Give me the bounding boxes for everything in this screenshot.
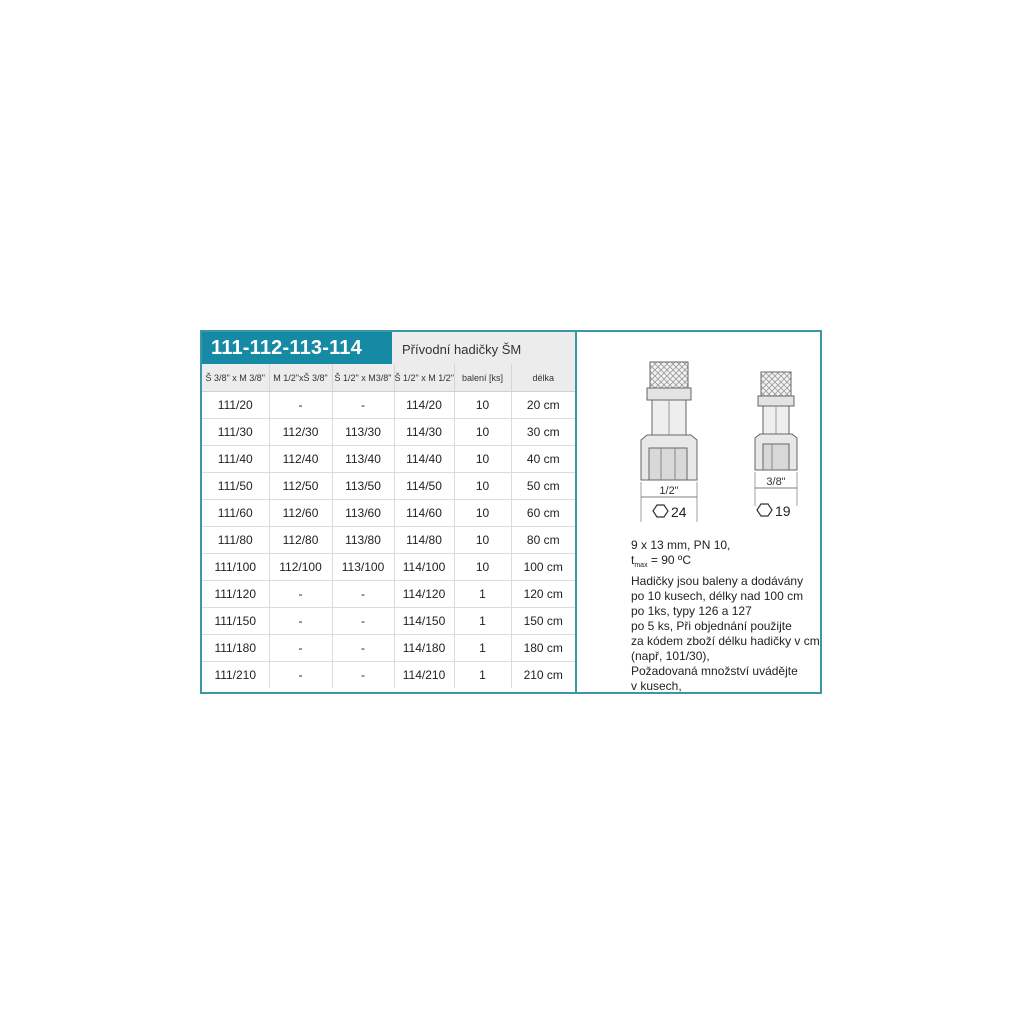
table-cell: 210 cm (523, 668, 563, 682)
table-cell: 180 cm (511, 635, 575, 662)
note-line: po 5 ks, Při objednání použijte (631, 619, 792, 633)
table-cell: 60 cm (511, 500, 575, 527)
table-cell: 1 (454, 662, 511, 689)
table-cell: 40 cm (511, 446, 575, 473)
table-cell: 112/60 (269, 500, 332, 527)
table-cell: 112/100 (269, 554, 332, 581)
note-line: po 10 kusech, délky nad 100 cm (631, 589, 804, 603)
table-row (202, 473, 575, 500)
table-cell: 10 (454, 473, 511, 500)
table-cell: 113/80 (332, 527, 394, 554)
table-cell: 114/120 (394, 581, 454, 608)
column-header: balení [ks] (454, 364, 511, 392)
table-cell: 114/180 (394, 635, 454, 662)
table-cell: 20 cm (511, 392, 575, 419)
table-cell: 111/210 (202, 662, 269, 689)
column-header: Š 1/2" x M 1/2" (394, 364, 454, 392)
table-cell: 111/180 (202, 635, 269, 662)
table-cell: 114/150 (394, 608, 454, 635)
table-cell: 112/30 (269, 419, 332, 446)
table-cell: 111/100 (202, 554, 269, 581)
large-fitting-illustration (641, 362, 697, 522)
spec-temperature: $t_{max} = 90$ ºC (631, 553, 691, 569)
table-cell: - (332, 608, 394, 635)
table-cell: 114/80 (394, 527, 454, 554)
table-cell: 50 cm (511, 473, 575, 500)
table-cell: 114/210 (394, 662, 454, 689)
table-cell: 80 cm (511, 527, 575, 554)
table-cell: 113/30 (332, 419, 394, 446)
table-cell: - (269, 608, 332, 635)
column-header: délka (511, 364, 575, 392)
small-fitting-illustration (755, 372, 797, 519)
column-header: M 1/2"xŠ 3/8" (269, 364, 332, 392)
table-row (202, 581, 575, 608)
hose-fittings-drawing (577, 352, 820, 537)
table-cell: 111/80 (202, 527, 269, 554)
table-cell: 1 (454, 581, 511, 608)
product-subtitle: Přívodní hadičky ŠM (392, 332, 575, 364)
product-table-panel (202, 332, 577, 692)
table-cell: 114/60 (394, 500, 454, 527)
table-cell: 1 (454, 635, 511, 662)
table-cell: 10 (454, 419, 511, 446)
table-cell: 112/80 (269, 527, 332, 554)
table-row (202, 419, 575, 446)
table-cell: 10 (454, 527, 511, 554)
large-thread-label: 1/2" (659, 485, 679, 497)
note-line: za kódem zboží délku hadičky v cm (631, 634, 820, 648)
table-cell: - (332, 635, 394, 662)
title-bar (202, 332, 575, 364)
table-cell: - (332, 392, 394, 419)
table-cell: 120 cm (511, 581, 575, 608)
table-cell: 111/20 (202, 392, 269, 419)
table-cell: - (332, 662, 394, 689)
table-cell: 10 (454, 392, 511, 419)
table-row (202, 662, 575, 689)
table-row (202, 446, 575, 473)
table-row (202, 635, 575, 662)
product-table (202, 364, 575, 688)
table-cell: - (332, 581, 394, 608)
table-cell: - (269, 581, 332, 608)
table-row (202, 392, 575, 419)
packaging-note (631, 574, 821, 694)
product-code-title: 111-112-113-114 (202, 332, 392, 364)
table-cell: 1 (454, 608, 511, 635)
table-cell: 113/60 (332, 500, 394, 527)
table-cell: 114/50 (394, 473, 454, 500)
table-cell: 150 cm (511, 608, 575, 635)
column-header: Š 3/8" x M 3/8" (202, 364, 269, 392)
column-header: Š 1/2" x M3/8" (332, 364, 394, 392)
table-cell: - (269, 392, 332, 419)
table-header-row (202, 364, 575, 392)
table-row (202, 608, 575, 635)
table-cell: 114/20 (394, 392, 454, 419)
table-cell: 111/50 (202, 473, 269, 500)
table-cell: 111/150 (202, 608, 269, 635)
table-cell: 114/30 (394, 419, 454, 446)
info-panel (577, 332, 820, 692)
small-wrench-size: 19 (775, 503, 791, 519)
table-cell: 113/40 (332, 446, 394, 473)
table-cell: 113/100 (332, 554, 394, 581)
table-cell: 111/120 (202, 581, 269, 608)
table-cell: 100 cm (511, 554, 575, 581)
table-cell: 10 (454, 446, 511, 473)
spec-text (631, 538, 730, 573)
note-line: po 1ks, typy 126 a 127 (631, 604, 752, 618)
table-cell: 111/40 (202, 446, 269, 473)
table-cell: 111/60 (202, 500, 269, 527)
note-line: Hadičky jsou baleny a dodávány (631, 574, 804, 588)
spec-dimensions: 9 x 13 mm, PN 10, (631, 538, 731, 552)
large-wrench-size: 24 (671, 504, 687, 520)
table-cell: 111/30 (202, 419, 269, 446)
small-thread-label: 3/8" (766, 476, 786, 488)
hex-nut-icon (653, 505, 668, 517)
table-cell: - (269, 635, 332, 662)
table-row (202, 527, 575, 554)
table-cell: 114/40 (394, 446, 454, 473)
table-cell: - (269, 662, 332, 689)
table-cell: 10 (454, 500, 511, 527)
table-cell: 114/100 (394, 554, 454, 581)
table-cell: 30 cm (511, 419, 575, 446)
table-cell: 112/50 (269, 473, 332, 500)
note-line: v kusech, (631, 679, 682, 693)
table-cell: 112/40 (269, 446, 332, 473)
note-line: Požadovaná množství uvádějte (631, 664, 798, 678)
product-card (200, 330, 822, 694)
note-line: (např, 101/30), (631, 649, 710, 663)
table-cell: 113/50 (332, 473, 394, 500)
hex-nut-icon (757, 504, 772, 516)
table-row (202, 554, 575, 581)
table-cell: 10 (454, 554, 511, 581)
table-row (202, 500, 575, 527)
